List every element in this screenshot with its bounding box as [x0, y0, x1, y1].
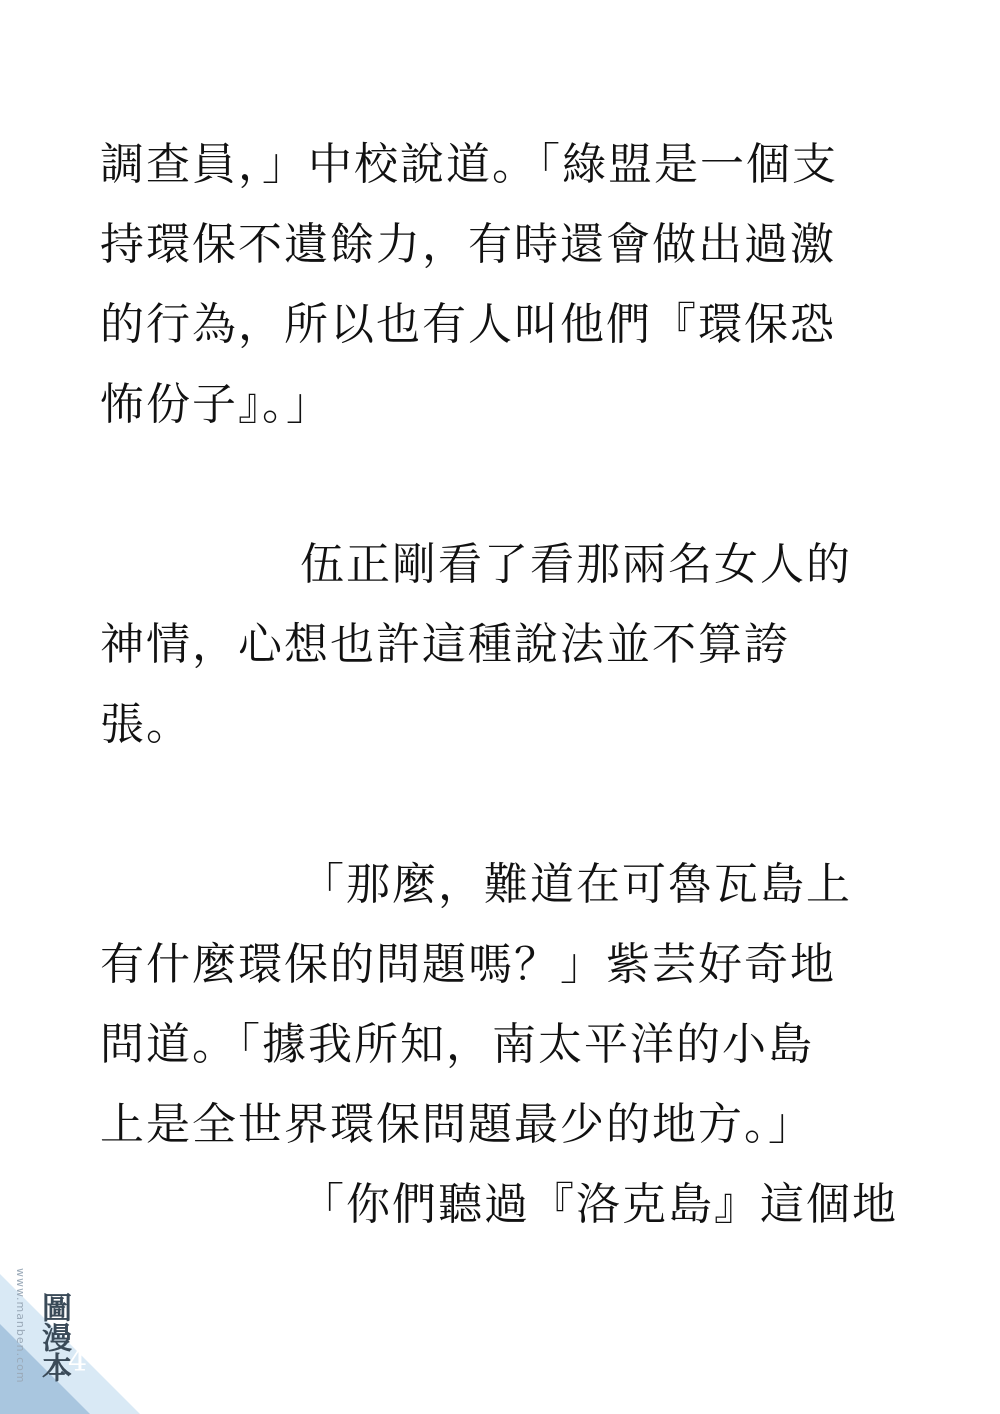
watermark-url: www.manben.com [14, 1268, 27, 1384]
paragraph-gap [100, 445, 900, 525]
page-number: 4 [68, 1344, 88, 1379]
page-corner-decoration [0, 1214, 200, 1414]
text-line: 伍正剛看了看那兩名女人的 [300, 539, 852, 590]
text-line: 神情，心想也許這種說法並不算誇 [100, 619, 790, 670]
text-line: 「那麼，難道在可魯瓦島上 [300, 859, 852, 910]
text-line: 怖份子』。」 [100, 379, 332, 430]
body-text [100, 125, 900, 1245]
text-line: 有什麼環保的問題嗎？」紫芸好奇地 [100, 939, 836, 990]
watermark-logo: 圖漫本 [36, 1292, 71, 1382]
text-line: 問道。「據我所知，南太平洋的小島 [100, 1019, 814, 1070]
text-line: 張。 [100, 699, 192, 750]
text-line: 持環保不遺餘力，有時還會做出過激 [100, 219, 836, 270]
text-line: 的行為，所以也有人叫他們『環保恐 [100, 299, 836, 350]
text-line: 上是全世界環保問題最少的地方。」 [100, 1099, 814, 1150]
text-line: 「你們聽過『洛克島』這個地 [300, 1179, 898, 1230]
paragraph-gap [100, 765, 900, 845]
text-line: 調查員，」中校說道。「綠盟是一個支 [100, 139, 838, 190]
